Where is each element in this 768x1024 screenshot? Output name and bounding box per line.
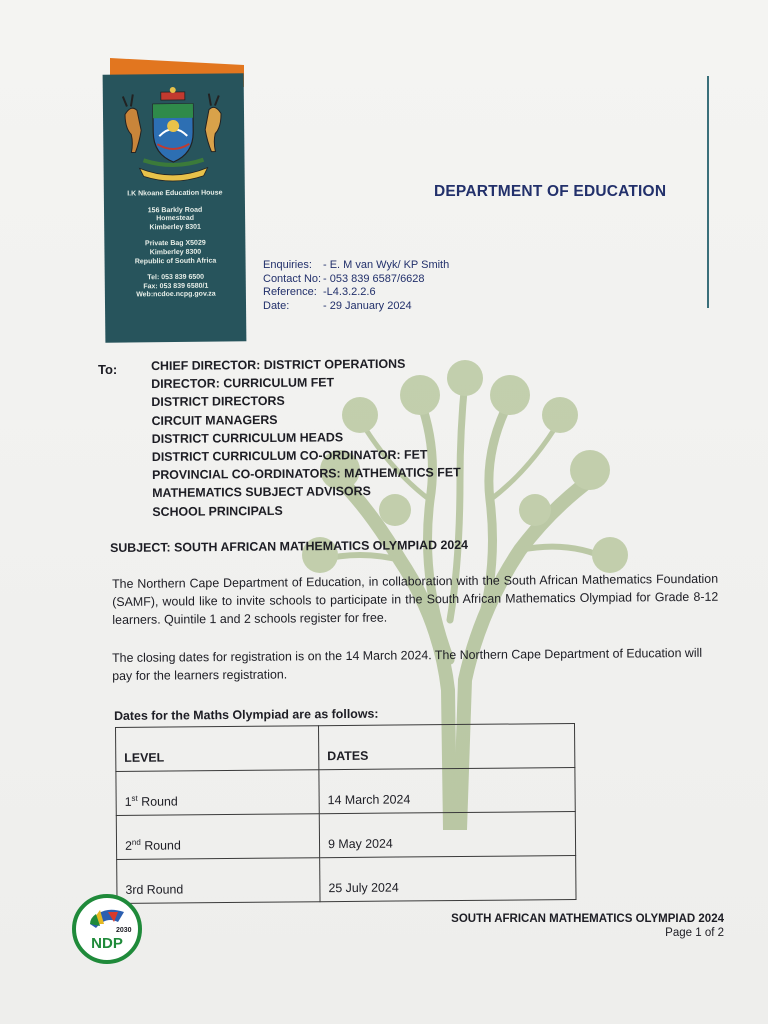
meta-key: Enquiries: (263, 259, 312, 271)
column-header-dates: DATES (318, 723, 574, 769)
meta-row-date (263, 300, 449, 314)
recipient-item: CHIEF DIRECTOR: DISTRICT OPERATIONS (151, 356, 406, 373)
meta-row-contact (263, 273, 449, 287)
letterhead-panel (103, 73, 247, 342)
address-line: Tel: 053 839 6500 (147, 273, 205, 282)
meta-value: - 29 January 2024 (323, 299, 412, 312)
address-line: Fax: 053 839 6580/1 (143, 282, 209, 291)
address-line: Kimberley 8301 (149, 223, 201, 232)
meta-row-reference (263, 286, 449, 300)
body-paragraph-2: The closing dates for registration is on the 14 March 2024. The Northern Cape Department of Education will pay for the learners registration. (112, 645, 703, 683)
page-footer (451, 912, 724, 940)
table-row (117, 855, 576, 903)
subject-line: SUBJECT: SOUTH AFRICAN MATHEMATICS OLYMPIAD 2024 (110, 537, 469, 555)
meta-row-enquiries (263, 259, 449, 273)
level-number: 2 (124, 838, 133, 853)
svg-text:NDP: NDP (91, 935, 123, 952)
table-row (116, 811, 575, 859)
table-header-row (116, 723, 575, 771)
level-number: 1 (124, 794, 132, 809)
reference-block (263, 259, 449, 313)
address-line: Homestead (156, 214, 195, 223)
recipient-item: SCHOOL PRINCIPALS (152, 503, 283, 519)
date-cell: 25 July 2024 (320, 855, 576, 901)
address-line: Republic of South Africa (134, 257, 217, 265)
level-text: Round (140, 838, 181, 853)
date-cell: 9 May 2024 (319, 811, 575, 857)
olympiad-dates-table (115, 723, 577, 904)
recipient-list (151, 354, 461, 521)
coat-of-arms-icon (117, 83, 230, 184)
date-cell: 14 March 2024 (319, 767, 575, 813)
level-cell (116, 814, 319, 860)
meta-value: -L4.3.2.2.6 (323, 286, 376, 298)
meta-value: - E. M van Wyk/ KP Smith (323, 259, 450, 271)
page-number: Page 1 of 2 (665, 927, 724, 939)
meta-key: Reference: (263, 286, 317, 298)
table-row (116, 767, 575, 815)
ndp-2030-logo-icon (72, 894, 142, 964)
level-text: Round (137, 794, 178, 809)
footer-title: SOUTH AFRICAN MATHEMATICS OLYMPIAD 2024 (451, 913, 724, 925)
recipient-item: MATHEMATICS SUBJECT ADVISORS (152, 484, 371, 501)
column-header-level: LEVEL (116, 726, 319, 772)
letterhead-address (110, 189, 241, 300)
meta-value: - 053 839 6587/6628 (323, 272, 425, 285)
recipient-item: PROVINCIAL CO-ORDINATORS: MATHEMATICS FET (151, 465, 461, 483)
address-line: 156 Barkly Road (147, 206, 203, 214)
address-line: Web:ncdoe.ncpg.gov.za (136, 290, 216, 299)
address-line: Kimberley 8300 (149, 248, 202, 257)
letterhead-divider (707, 76, 709, 308)
level-number: 3rd Round (125, 882, 184, 897)
recipient-item: CIRCUIT MANAGERS (151, 412, 278, 428)
department-title: DEPARTMENT OF EDUCATION (434, 183, 667, 200)
to-label: To: (98, 362, 118, 377)
level-suffix: st (131, 793, 138, 803)
table-title: Dates for the Maths Olympiad are as follows: (114, 706, 379, 723)
meta-key: Date: (263, 299, 290, 312)
address-line: Private Bag X5029 (144, 240, 206, 248)
level-cell (117, 858, 320, 904)
level-cell (116, 770, 319, 816)
recipient-item: DISTRICT DIRECTORS (151, 394, 285, 410)
body-paragraph-1: The Northern Cape Department of Education, in collaboration with the South African Mathematics Foundation (SAMF), would like to invite schools to participate in the South African Mathematics Olympiad for Grade 8-12 learners. Quintile 1 and 2 schools register for free. (112, 571, 719, 627)
address-line: I.K Nkoane Education House (127, 189, 223, 198)
recipient-item: DISTRICT CURRICULUM CO-ORDINATOR: FET (151, 447, 428, 465)
recipient-item: DIRECTOR: CURRICULUM FET (151, 375, 335, 392)
recipient-item: DISTRICT CURRICULUM HEADS (151, 430, 344, 446)
meta-key: Contact No: (263, 272, 322, 285)
svg-text:2030: 2030 (116, 927, 132, 934)
level-suffix: nd (131, 837, 141, 847)
